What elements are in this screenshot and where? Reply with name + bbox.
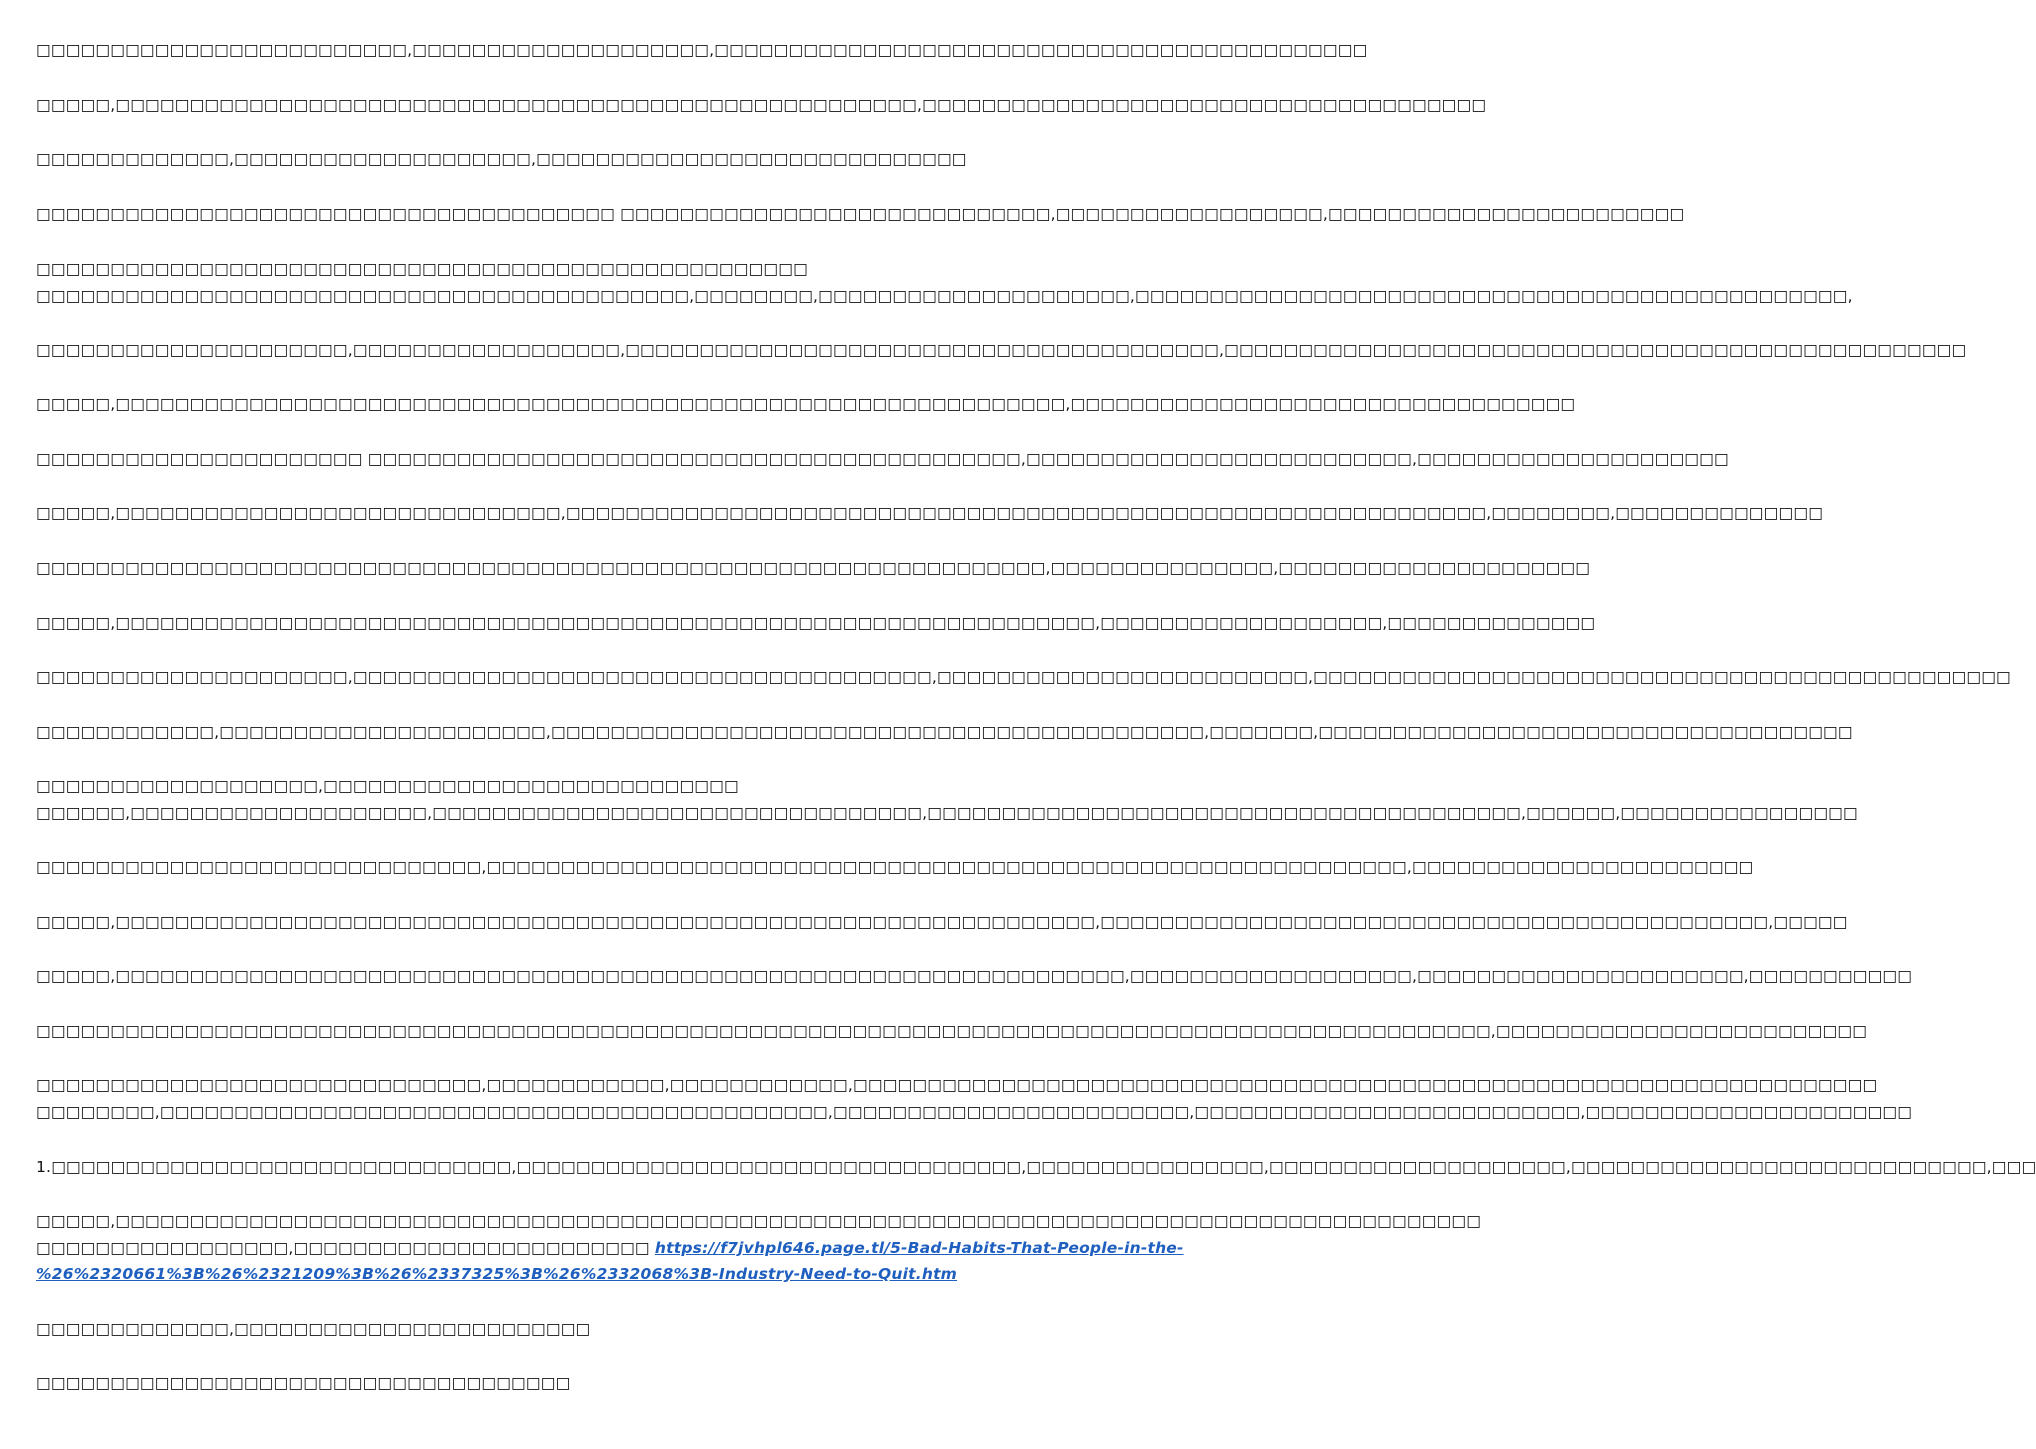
- text-line-3: □□□□□□□□□□□□□,□□□□□□□□□□□□□□□□□□□□,□□□□□□□□□□□□□□□□□□□□□□□□□□□□□: [36, 150, 967, 168]
- text-line-20: □□□□□□□□□□□□□□□□□□□□□□□□□□□□□□□□□□□□□□□□□□□□□□□□□□□□□□□□□□□□□□□□□□□□□□□□□□□□□□□□□□□□□□□□□□□□□□□□□□,□□□□□□□□□□□□□□□□□□□□□□□□□: [36, 1022, 1868, 1040]
- text-line-12: □□□□□,□□□□□□□□□□□□□□□□□□□□□□□□□□□□□□□□□□□□□□□□□□□□□□□□□□□□□□□□□□□□□□□□□□,□□□□□□□□□□□□□□□□□□□,□□□□□□□□□□□□□□: [36, 614, 1596, 632]
- text-line-8: □□□□□,□□□□□□□□□□□□□□□□□□□□□□□□□□□□□□□□□□□□□□□□□□□□□□□□□□□□□□□□□□□□□□□□,□□□□□□□□□□□□□□□□□□□□□□□□□□□□□□□□□□: [36, 395, 1576, 413]
- text-line-21: □□□□□□□□□□□□□□□□□□□□□□□□□□□□□□,□□□□□□□□□□□□,□□□□□□□□□□□□,□□□□□□□□□□□□□□□□□□□□□□□□□□□□□□□□□□□□□□□□□□□□□□□□□□□□□□□□□□□□□□□□□□□□□: [36, 1076, 1878, 1094]
- text-line-23: 1.□□□□□□□□□□□□□□□□□□□□□□□□□□□□□□□,□□□□□□□□□□□□□□□□□□□□□□□□□□□□□□□□□□,□□□□□□□□□□□□□□□□,□□□□□□□□□□□□□□□□□□□□,□□□□□□□□□□□□□□□□□□□□□□□□□□□□,□□□: [36, 1158, 2036, 1176]
- external-link-part-1[interactable]: https://f7jvhpl646.page.tl/5-Bad-Habits-That-People-in-the-: [654, 1239, 1184, 1257]
- text-line-6: □□□□□□□□□□□□□□□□□□□□□□□□□□□□□□□□□□□□□□□□□□□□,□□□□□□□□,□□□□□□□□□□□□□□□□□□□□□,□□□□□□□□□□□□□□□□□□□□□□□□□□□□□□□□□□□□□□□□□□□□□□□□,: [36, 287, 1853, 305]
- text-line-7: □□□□□□□□□□□□□□□□□□□□□,□□□□□□□□□□□□□□□□□□,□□□□□□□□□□□□□□□□□□□□□□□□□□□□□□□□□□□□□□□□,□□□□□□□□□□□□□□□□□□□□□□□□□□□□□□□□□□□□□□□□□□□□□□□□□□: [36, 341, 1967, 359]
- text-line-5: □□□□□□□□□□□□□□□□□□□□□□□□□□□□□□□□□□□□□□□□□□□□□□□□□□□□: [36, 260, 808, 278]
- text-line-with-link: [36, 1238, 1184, 1258]
- text-line-24: □□□□□,□□□□□□□□□□□□□□□□□□□□□□□□□□□□□□□□□□□□□□□□□□□□□□□□□□□□□□□□□□□□□□□□□□□□□□□□□□□□□□□□□□□□□□□□□□□□: [36, 1212, 1482, 1230]
- text-line-9: □□□□□□□□□□□□□□□□□□□□□□ □□□□□□□□□□□□□□□□□□□□□□□□□□□□□□□□□□□□□□□□□□□□,□□□□□□□□□□□□□□□□□□□□□□□□□□,□□□□□□□□□□□□□□□□□□□□□: [36, 450, 1729, 468]
- link-prefix-text: □□□□□□□□□□□□□□□□□,□□□□□□□□□□□□□□□□□□□□□□□□: [36, 1239, 650, 1257]
- text-line-16: □□□□□□,□□□□□□□□□□□□□□□□□□□□,□□□□□□□□□□□□□□□□□□□□□□□□□□□□□□□□□,□□□□□□□□□□□□□□□□□□□□□□□□□□□□□□□□□□□□□□□□,□□□□□□,□□□□□□□□□□□□□□□□: [36, 804, 1858, 822]
- text-line-13: □□□□□□□□□□□□□□□□□□□□□,□□□□□□□□□□□□□□□□□□□□□□□□□□□□□□□□□□□□□□□,□□□□□□□□□□□□□□□□□□□□□□□□□,□□□□□□□□□□□□□□□□□□□□□□□□□□□□□□□□□□□□□□□□□□□□□□□: [36, 668, 2011, 686]
- external-link-part-2[interactable]: %26%2320661%3B%26%2321209%3B%26%2337325%3B%26%2332068%3B-Industry-Need-to-Quit.htm: [36, 1265, 958, 1283]
- text-line-1: □□□□□□□□□□□□□□□□□□□□□□□□□,□□□□□□□□□□□□□□□□□□□□,□□□□□□□□□□□□□□□□□□□□□□□□□□□□□□□□□□□□□□□□□□□□: [36, 41, 1368, 59]
- text-line-26: □□□□□□□□□□□□□□□□□□□□□□□□□□□□□□□□□□□□: [36, 1374, 571, 1392]
- text-line-11: □□□□□□□□□□□□□□□□□□□□□□□□□□□□□□□□□□□□□□□□□□□□□□□□□□□□□□□□□□□□□□□□□□□□,□□□□□□□□□□□□□□□,□□□□□□□□□□□□□□□□□□□□□: [36, 559, 1591, 577]
- text-line-25: □□□□□□□□□□□□□,□□□□□□□□□□□□□□□□□□□□□□□□: [36, 1320, 591, 1338]
- text-line-15: □□□□□□□□□□□□□□□□□□□,□□□□□□□□□□□□□□□□□□□□□□□□□□□□: [36, 777, 739, 795]
- text-line-4: □□□□□□□□□□□□□□□□□□□□□□□□□□□□□□□□□□□□□□□ □□□□□□□□□□□□□□□□□□□□□□□□□□□□□,□□□□□□□□□□□□□□□□□□,□□□□□□□□□□□□□□□□□□□□□□□□: [36, 205, 1685, 223]
- text-line-19: □□□□□,□□□□□□□□□□□□□□□□□□□□□□□□□□□□□□□□□□□□□□□□□□□□□□□□□□□□□□□□□□□□□□□□□□□□,□□□□□□□□□□□□□□□□□□□,□□□□□□□□□□□□□□□□□□□□□□,□□□□□□□□□□□: [36, 967, 1913, 985]
- document-page: [36, 0, 2036, 1449]
- text-line-14: □□□□□□□□□□□□,□□□□□□□□□□□□□□□□□□□□□□,□□□□□□□□□□□□□□□□□□□□□□□□□□□□□□□□□□□□□□□□□□□□,□□□□□□□,□□□□□□□□□□□□□□□□□□□□□□□□□□□□□□□□□□□□: [36, 723, 1853, 741]
- text-line-22: □□□□□□□□,□□□□□□□□□□□□□□□□□□□□□□□□□□□□□□□□□□□□□□□□□□□□□,□□□□□□□□□□□□□□□□□□□□□□□□,□□□□□□□□□□□□□□□□□□□□□□□□□□,□□□□□□□□□□□□□□□□□□□□□□: [36, 1103, 1913, 1121]
- link-line-2: [36, 1264, 990, 1284]
- text-line-18: □□□□□,□□□□□□□□□□□□□□□□□□□□□□□□□□□□□□□□□□□□□□□□□□□□□□□□□□□□□□□□□□□□□□□□□□,□□□□□□□□□□□□□□□□□□□□□□□□□□□□□□□□□□□□□□□□□□□□□,□□□□□: [36, 913, 1848, 931]
- text-line-2: □□□□□,□□□□□□□□□□□□□□□□□□□□□□□□□□□□□□□□□□□□□□□□□□□□□□□□□□□□□□,□□□□□□□□□□□□□□□□□□□□□□□□□□□□□□□□□□□□□□: [36, 96, 1487, 114]
- text-line-10: □□□□□,□□□□□□□□□□□□□□□□□□□□□□□□□□□□□□,□□□□□□□□□□□□□□□□□□□□□□□□□□□□□□□□□□□□□□□□□□□□□□□□□□□□□□□□□□□□□□,□□□□□□□□,□□□□□□□□□□□□□□: [36, 504, 1824, 522]
- text-line-17: □□□□□□□□□□□□□□□□□□□□□□□□□□□□□□,□□□□□□□□□□□□□□□□□□□□□□□□□□□□□□□□□□□□□□□□□□□□□□□□□□□□□□□□□□□□□□,□□□□□□□□□□□□□□□□□□□□□□□: [36, 858, 1754, 876]
